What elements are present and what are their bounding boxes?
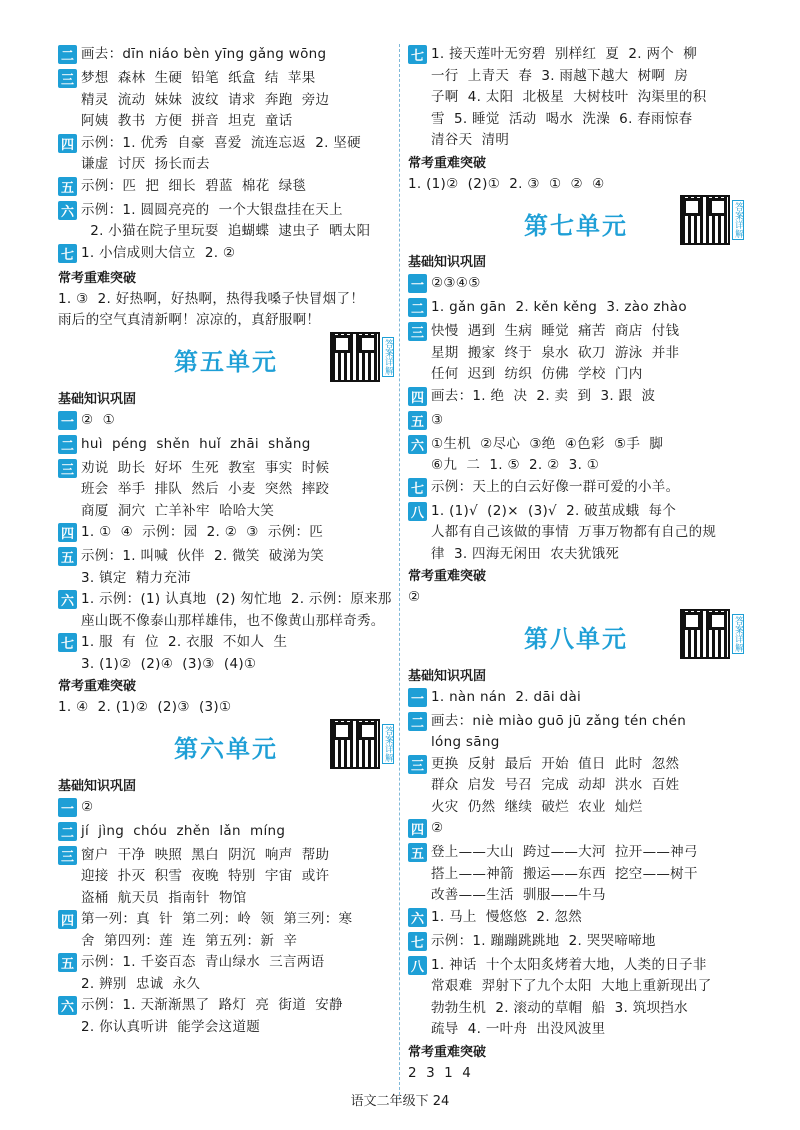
answer-text: ② [431, 820, 444, 836]
question-number-badge: 五 [408, 843, 427, 862]
unit-header [58, 719, 394, 775]
question-number-badge: 七 [58, 244, 77, 263]
qr-code[interactable] [680, 609, 744, 659]
section-heading: 常考重难突破 [408, 569, 487, 584]
answer-item [58, 797, 394, 821]
unit-title: 第八单元 [524, 624, 628, 653]
answer-text: 示例：1. 圆圆亮亮的 一个大银盘挂在天上 2. 小猫在院子里玩耍 追蝴蝶 逮虫子 晒太阳 [81, 201, 371, 239]
answer-text: 快慢 遇到 生病 睡觉 痛苦 商店 付钱 星期 搬家 终于 泉水 砍刀 游泳 并非 任何 迟到 纺织 仿佛 学校 门内 [431, 323, 680, 382]
qr-code-icon [680, 195, 730, 245]
question-number-badge: 五 [58, 953, 77, 972]
answer-item [408, 754, 744, 819]
answer-item [58, 845, 394, 910]
column-divider [399, 44, 400, 1100]
answer-text: 1. ④ 2. (1)② (2)③ (3)① [58, 699, 232, 715]
answer-text: 1. 神话 十个太阳炙烤着大地，人类的日子非 常艰难 羿射下了九个太阳 大地上重新现出了 勃勃生机 2. 滚动的草帽 船 3. 筑坝挡水 疏导 4. 一叶舟 出没风波里 [431, 956, 712, 1037]
answer-text: 1. 服 有 位 2. 衣服 不如人 生 3. (1)② (2)④ (3)③ (4)① [81, 634, 288, 672]
answer-text: 1. ③ 2. 好热啊，好热啊，热得我嗓子快冒烟了！ 雨后的空气真清新啊！凉凉的，真舒服啊！ [58, 290, 365, 328]
answer-text: 示例：1. 蹦蹦跳跳地 2. 哭哭啼啼地 [431, 932, 656, 949]
section-heading: 基础知识巩固 [58, 778, 137, 794]
answer-item [408, 273, 744, 297]
answer-item [58, 243, 394, 267]
qr-code-icon [330, 719, 380, 769]
qr-code[interactable] [680, 195, 744, 245]
answer-item [408, 907, 744, 931]
answer-text: ② [408, 589, 421, 605]
answer-text: 示例：天上的白云好像一群可爱的小羊。 [431, 478, 680, 495]
answer-item [58, 952, 394, 995]
question-number-badge: 六 [408, 435, 427, 454]
answer-item [408, 321, 744, 386]
answer-text: 第一列：真 针 第二列：岭 领 第三列：寒 舍 第四列：莲 连 第五列：新 辛 [81, 911, 353, 949]
unit-title: 第六单元 [174, 734, 278, 763]
answer-text: 1. 马上 慢悠悠 2. 忽然 [431, 908, 583, 925]
right-column [408, 44, 744, 1084]
question-number-badge: 三 [408, 322, 427, 341]
answer-item [58, 821, 394, 845]
answer-text: 1. 接天莲叶无穷碧 别样红 夏 2. 两个 柳 一行 上青天 春 3. 雨越下越大 树啊 房 子啊 4. 太阳 北极星 大树枝叶 沟渠里的积 雪 5. 睡觉 活动 喝水 洗澡 6. 春雨惊春 清谷天 清明 [431, 46, 707, 148]
question-number-badge: 七 [408, 932, 427, 951]
answer-item [408, 931, 744, 955]
qr-label: 答案详解 [383, 725, 393, 762]
question-number-badge: 一 [408, 274, 427, 293]
answer-item [408, 818, 744, 842]
answer-item [408, 711, 744, 754]
unit-header [58, 332, 394, 388]
answer-text: 1. 小信成则大信立 2. ② [81, 244, 236, 261]
question-number-badge: 四 [408, 387, 427, 406]
answer-text: 1. nàn nán 2. dāi dài [431, 688, 582, 705]
answer-text: jí jìng chóu zhěn lǎn míng [81, 822, 286, 839]
answer-item [408, 687, 744, 711]
question-number-badge: 四 [58, 523, 77, 542]
answer-text: 1. ① ④ 示例：园 2. ② ③ 示例：匹 [81, 524, 324, 540]
answer-item [408, 477, 744, 501]
qr-label: 答案详解 [383, 338, 393, 375]
answer-item [58, 589, 394, 632]
answer-item [58, 909, 394, 952]
qr-code-icon [680, 609, 730, 659]
answer-item [408, 410, 744, 434]
question-number-badge: 二 [58, 435, 77, 454]
question-number-badge: 七 [408, 478, 427, 497]
question-number-badge: 二 [58, 45, 77, 64]
question-number-badge: 三 [408, 755, 427, 774]
question-number-badge: 二 [408, 712, 427, 731]
question-number-badge: 三 [58, 459, 77, 478]
question-number-badge: 七 [408, 45, 427, 64]
question-number-badge: 七 [58, 633, 77, 652]
answer-text: 更换 反射 最后 开始 值日 此时 忽然 群众 启发 号召 完成 动却 洪水 百姓 火灾 仍然 继续 破烂 农业 灿烂 [431, 755, 680, 815]
answer-item [408, 842, 744, 907]
question-number-badge: 一 [408, 688, 427, 707]
question-number-badge: 三 [58, 69, 77, 88]
page-footer: 语文二年级下 24 [350, 1094, 450, 1109]
answer-item [58, 410, 394, 434]
question-number-badge: 二 [408, 298, 427, 317]
answer-text: 示例：1. 天渐渐黑了 路灯 亮 街道 安静 2. 你认真听讲 能学会这道题 [81, 997, 343, 1035]
left-column [58, 44, 394, 1038]
question-number-badge: 一 [58, 798, 77, 817]
answer-item [58, 200, 394, 243]
answer-text: 1. (1)② (2)① 2. ③ ① ② ④ [408, 175, 605, 192]
answer-text: 1. 示例：(1) 认真地 (2) 匆忙地 2. 示例：原来那 座山既不像泰山那样雄伟，也不像黄山那样奇秀。 [81, 591, 392, 629]
answer-text: 示例：匹 把 细长 碧蓝 棉花 绿毯 [81, 177, 307, 194]
question-number-badge: 五 [408, 411, 427, 430]
qr-label: 答案详解 [733, 202, 743, 238]
section-heading: 基础知识巩固 [408, 668, 487, 684]
answer-text: 示例：1. 优秀 自豪 喜爱 流连忘返 2. 坚硬 谦虚 讨厌 扬长而去 [81, 134, 361, 172]
answer-text: 1. gǎn gān 2. kěn kěng 3. zào zhào [431, 299, 687, 315]
question-number-badge: 一 [58, 411, 77, 430]
question-number-badge: 八 [408, 502, 427, 521]
answer-item [58, 458, 394, 523]
answer-item [408, 955, 744, 1041]
section-heading: 常考重难突破 [408, 155, 487, 171]
answer-item [408, 434, 744, 477]
answer-text: ② [81, 798, 94, 815]
section-heading: 常考重难突破 [58, 679, 137, 694]
question-number-badge: 六 [58, 590, 77, 609]
section-heading: 常考重难突破 [58, 270, 137, 286]
question-number-badge: 六 [58, 201, 77, 220]
qr-code[interactable] [330, 332, 394, 382]
unit-header [408, 609, 744, 665]
answer-text: 梦想 森林 生硬 铅笔 纸盒 结 苹果 精灵 流动 妹妹 波纹 请求 奔跑 旁边 阿姨 教书 方便 拼音 坦克 童话 [81, 70, 330, 129]
question-number-badge: 三 [58, 846, 77, 865]
answer-text: 2 3 1 4 [408, 1064, 472, 1081]
answer-item [58, 995, 394, 1038]
section-heading: 基础知识巩固 [408, 255, 487, 270]
answer-text: ② ① [81, 411, 115, 428]
answer-item [408, 501, 744, 566]
question-number-badge: 五 [58, 177, 77, 196]
answer-text: 画去：dīn niáo bèn yīng gǎng wōng [81, 46, 327, 62]
question-number-badge: 四 [408, 819, 427, 838]
question-number-badge: 四 [58, 134, 77, 153]
qr-code[interactable] [330, 719, 394, 769]
answer-item [58, 176, 394, 200]
answer-text: 示例：1. 千姿百态 青山绿水 三言两语 2. 辨别 忠诚 永久 [81, 954, 325, 992]
answer-text: 画去：niè miào guō jū zǎng tén chén lóng sāng [431, 712, 687, 750]
unit-title: 第五单元 [174, 347, 278, 376]
answer-text: 登上——大山 跨过——大河 拉开——神弓 搭上——神箭 搬运——东西 挖空——树干 改善——生活 驯服——牛马 [431, 844, 698, 903]
answer-item [408, 44, 744, 152]
answer-text: 1. (1)√ (2)× (3)√ 2. 破茧成蛾 每个 人都有自己该做的事情 万事万物都有自己的规 律 3. 四海无闲田 农夫犹饿死 [431, 502, 717, 562]
question-number-badge: 六 [408, 908, 427, 927]
answer-item [408, 297, 744, 321]
unit-header [408, 195, 744, 251]
answer-item [58, 632, 394, 675]
answer-item [58, 44, 394, 68]
section-heading: 常考重难突破 [408, 1044, 487, 1060]
answer-text: 画去：1. 绝 决 2. 卖 到 3. 跟 波 [431, 387, 656, 404]
answer-text: 劝说 助长 好坏 生死 教室 事实 时候 班会 举手 排队 然后 小麦 突然 摔跤 商厦 洞穴 亡羊补牢 哈哈大笑 [81, 459, 330, 519]
unit-title: 第七单元 [524, 210, 628, 240]
qr-label: 答案详解 [733, 615, 743, 652]
answer-item [408, 386, 744, 410]
question-number-badge: 四 [58, 910, 77, 929]
answer-item [58, 546, 394, 589]
question-number-badge: 八 [408, 956, 427, 975]
answer-text: 窗户 干净 映照 黑白 阴沉 响声 帮助 迎接 扑灭 积雪 夜晚 特别 宇宙 或许 盗桶 航天员 指南针 物馆 [81, 846, 330, 906]
answer-item [58, 68, 394, 133]
answer-item [58, 434, 394, 458]
question-number-badge: 六 [58, 996, 77, 1015]
section-heading: 基础知识巩固 [58, 391, 137, 407]
answer-text: ②③④⑤ [431, 275, 481, 291]
question-number-badge: 五 [58, 547, 77, 566]
answer-item [58, 522, 394, 546]
answer-item [58, 133, 394, 176]
answer-text: 示例：1. 叫喊 伙伴 2. 微笑 破涕为笑 3. 镇定 精力充沛 [81, 548, 325, 586]
answer-text: ①生机 ②尽心 ③绝 ④色彩 ⑤手 脚 ⑥九 二 1. ⑤ 2. ② 3. ① [431, 435, 664, 473]
question-number-badge: 二 [58, 822, 77, 841]
answer-text: huì péng shěn huǐ zhāi shǎng [81, 435, 311, 452]
answer-text: ③ [431, 411, 444, 428]
qr-code-icon [330, 332, 380, 382]
